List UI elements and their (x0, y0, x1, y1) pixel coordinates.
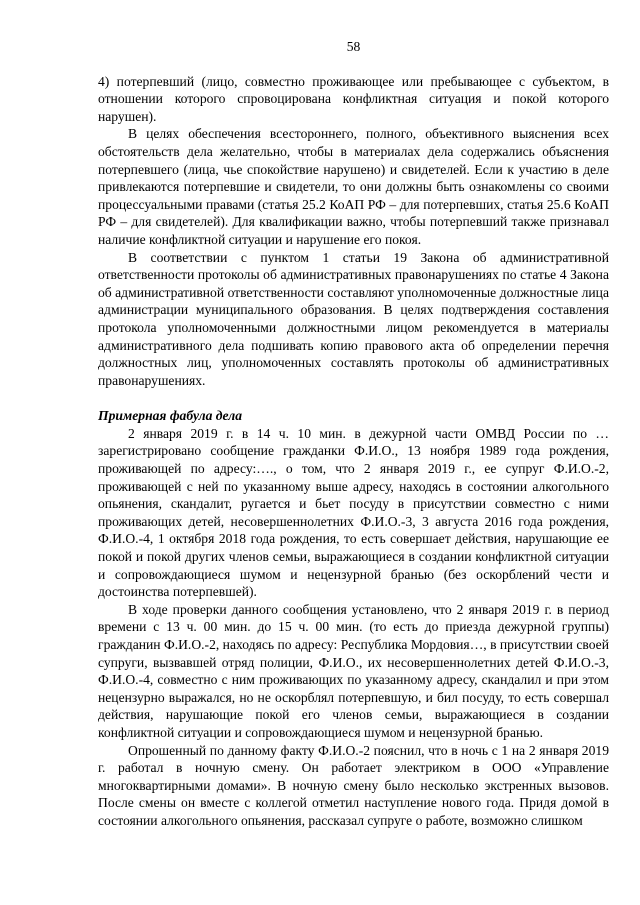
paragraph-victim-definition: 4) потерпевший (лицо, совместно проживающее или пребывающее с субъектом, в отношении которого спровоцирована конфликтная ситуация и покой которого нарушен). (98, 73, 609, 124)
page-number: 58 (346, 39, 361, 54)
paragraph-case-check: В ходе проверки данного сообщения установлено, что 2 января 2019 г. в период времени с 13 ч. 00 мин. до 15 ч. 00 мин. (то есть до приезда дежурной группы) гражданин Ф.И.О.-2, находясь по адресу: Республика Мордовия…, в присутствии своей супруги, вызвавшей отряд полиции, Ф.И.О., их несовершеннолетних детей Ф.И.О.-3, Ф.И.О.-4, совместно с ним проживающих по указанному адресу, скандалил и при этом нецензурно выражался, но не оскорблял потерпевшую, и бил посуду, то есть совершал действия, нарушающие покой его членов семьи, выражающиеся в создании конфликтной ситуации и сопровождающиеся шумом и нецензурной бранью. (98, 601, 609, 740)
paragraph-case-interview: Опрошенный по данному факту Ф.И.О.-2 пояснил, что в ночь с 1 на 2 января 2019 г. работал в ночную смену. Он работает электриком в ООО «Управление многоквартирными домами». В ночную смену было несколько экстренных вызовов. После смены он вместе с коллегой отметил наступление нового года. Придя домой в состоянии алкогольного опьянения, рассказал супруге о работе, возможно слишком (98, 742, 609, 828)
section-heading: Примерная фабула дела (98, 408, 243, 424)
paragraph-explanations: В целях обеспечения всестороннего, полного, объективного выяснения всех обстоятельств дела желательно, чтобы в материалах дела содержались объяснения потерпевшего (лица, чье спокойствие нарушено) и свидетелей. Если к участию в деле привлекаются потерпевшие и свидетели, то они должны быть ознакомлены со своими процессуальными правами (статья 25.2 КоАП РФ – для потерпевших, статья 25.6 КоАП РФ – для свидетелей). Для квалификации важно, чтобы потерпевший также признавал наличие конфликтной ситуации и нарушение его покоя. (98, 126, 609, 247)
paragraph-protocols: В соответствии с пунктом 1 статьи 19 Закона об административной ответственности протоколы об административных правонарушениях по статье 4 Закона об административной ответственности составляют уполномоченные должностные лица администрации муниципального образования. В целях подтверждения составления протокола уполномоченными должностными лицом рекомендуется в материалы административного дела подшивать копию правового акта об определении перечня должностных лиц, уполномоченных составлять протоколы об административных правонарушениях. (98, 249, 609, 388)
paragraph-case-report: 2 января 2019 г. в 14 ч. 10 мин. в дежурной части ОМВД России по … зарегистрировано сообщение гражданки Ф.И.О., 13 ноября 1989 года рождения, проживающей по адресу:…., о том, что 2 января 2019 г., ее супруг Ф.И.О.-2, проживающей с ней по указанному выше адресу, находясь в состоянии алкогольного опьянения, скандалит, ругается и бьет посуду в присутствии совместно с ними проживающих детей, несовершеннолетних Ф.И.О.-3, 3 августа 2016 года рождения, Ф.И.О.-4, 1 октября 2018 года рождения, то есть совершает действия, нарушающие ее покой и покой других членов семьи, выражающиеся в создании конфликтной ситуации и сопровождающиеся шумом и нецензурной бранью (без оскорблений чести и достоинства потерпевшей). (98, 425, 609, 600)
